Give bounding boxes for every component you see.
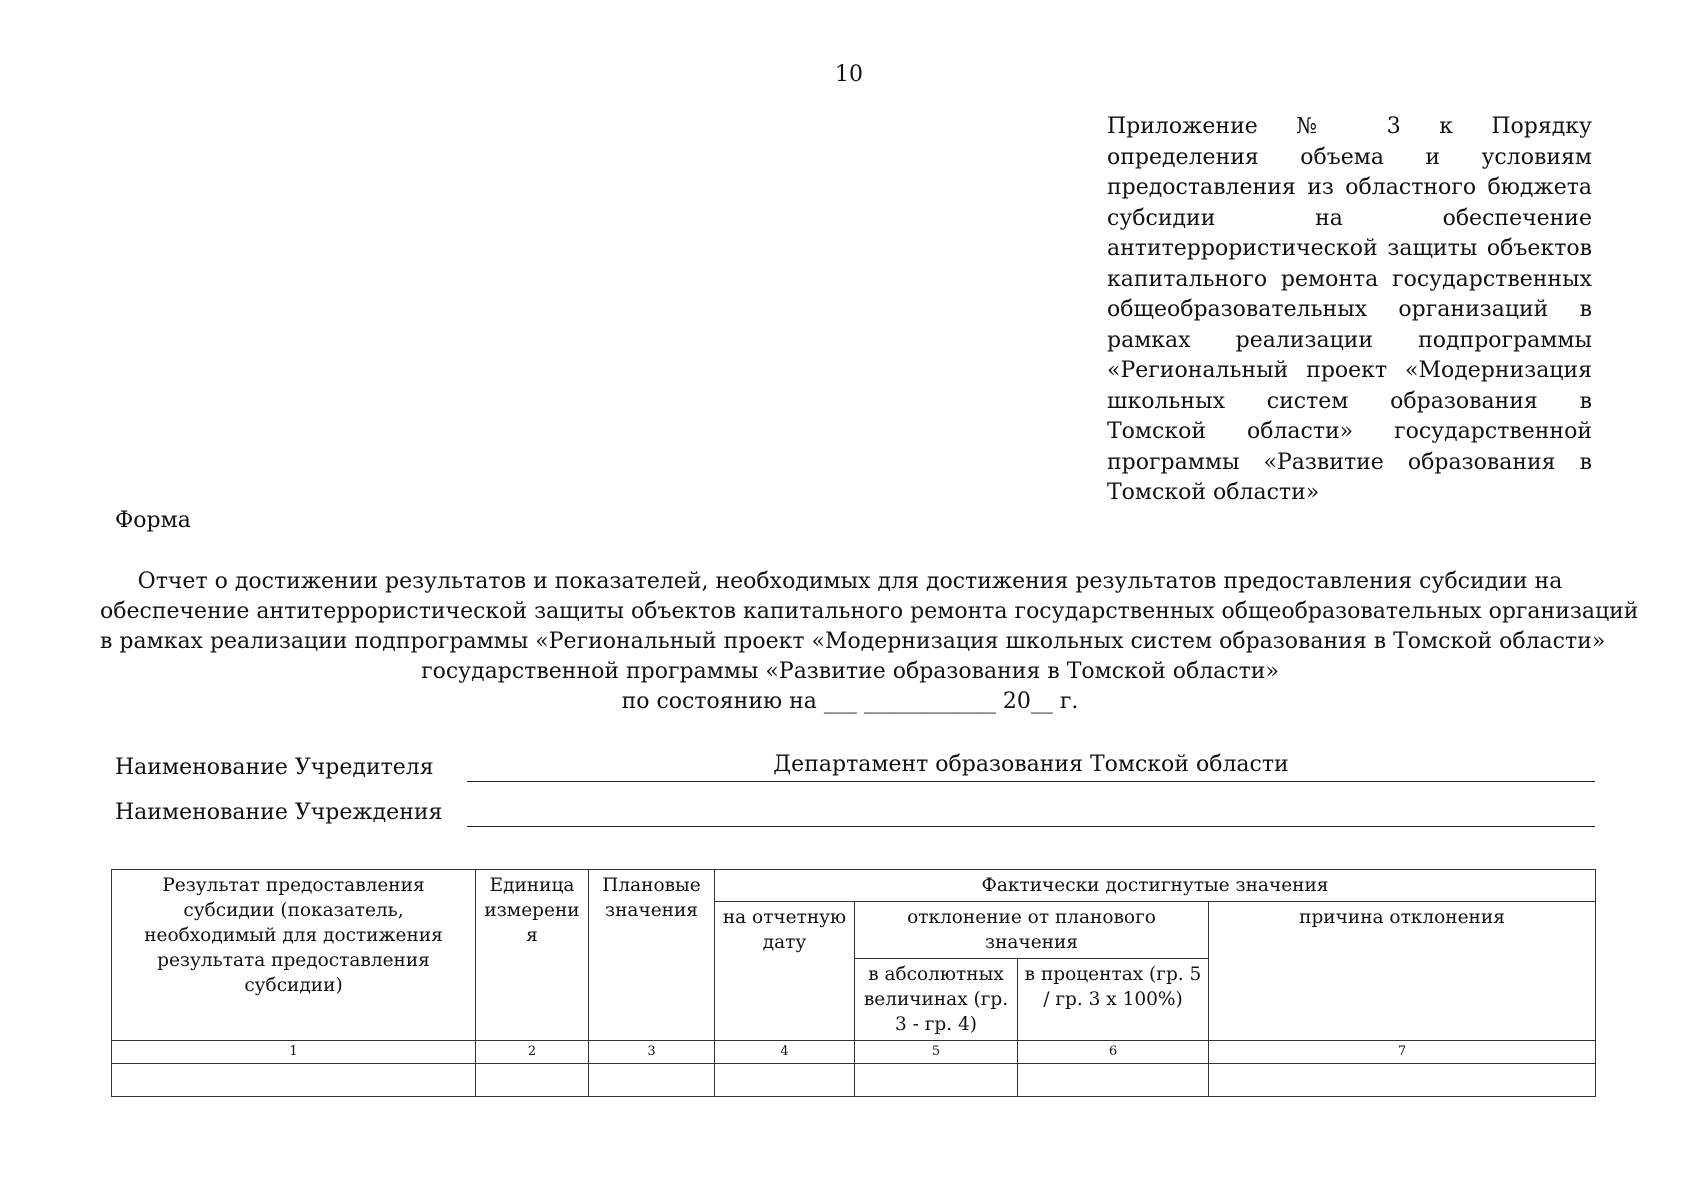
table-row <box>112 1064 1596 1097</box>
header-absolute: в абсолютных величинах (гр. 3 - гр. 4) <box>855 959 1018 1041</box>
institution-value[interactable] <box>467 796 1595 827</box>
report-title-line: Отчет о достижении результатов и показателей, необходимых для достижения результатов предоставления субсидии на <box>137 569 1563 594</box>
column-number: 7 <box>1209 1041 1596 1064</box>
header-planned: Плановые значения <box>589 870 715 1041</box>
header-actual: Фактически достигнутые значения <box>715 870 1596 902</box>
institution-label: Наименование Учреждения <box>115 800 443 825</box>
header-unit: Единица измерения <box>476 870 589 1041</box>
column-number: 2 <box>476 1041 589 1064</box>
header-percent: в процентах (гр. 5 / гр. 3 х 100%) <box>1018 959 1209 1041</box>
column-number: 4 <box>715 1041 855 1064</box>
header-reason: причина отклонения <box>1209 902 1596 1041</box>
empty-cell[interactable] <box>589 1064 715 1097</box>
report-date-line: по состоянию на ___ ____________ 20__ г. <box>621 689 1079 714</box>
empty-cell[interactable] <box>1209 1064 1596 1097</box>
header-deviation: отклонение от планового значения <box>855 902 1209 959</box>
institution-field <box>115 793 1595 827</box>
empty-cell[interactable] <box>476 1064 589 1097</box>
report-title-line: в рамках реализации подпрограммы «Региональный проект «Модернизация школьных систем образования в Томской области» <box>100 629 1606 654</box>
form-label: Форма <box>115 508 191 533</box>
empty-cell[interactable] <box>715 1064 855 1097</box>
column-number-row <box>112 1041 1596 1064</box>
report-title-line: государственной программы «Развитие образования в Томской области» <box>421 659 1279 684</box>
empty-cell[interactable] <box>1018 1064 1209 1097</box>
page-number: 10 <box>835 62 863 87</box>
founder-value[interactable]: Департамент образования Томской области <box>467 751 1595 782</box>
column-number: 1 <box>112 1041 476 1064</box>
empty-cell[interactable] <box>855 1064 1018 1097</box>
empty-cell[interactable] <box>112 1064 476 1097</box>
founder-field <box>115 748 1595 782</box>
column-number: 6 <box>1018 1041 1209 1064</box>
column-number: 3 <box>589 1041 715 1064</box>
founder-label: Наименование Учредителя <box>115 755 434 780</box>
header-on-date: на отчетную дату <box>715 902 855 1041</box>
column-number: 5 <box>855 1041 1018 1064</box>
report-title-line: обеспечение антитеррористической защиты объектов капитального ремонта государственных общеобразовательных организаций <box>100 599 1639 624</box>
report-table <box>111 869 1596 1097</box>
header-result: Результат предоставления субсидии (показатель, необходимый для достижения результата предоставления субсидии) <box>112 870 476 1041</box>
report-title <box>100 567 1639 717</box>
appendix-note: Приложение № 3 к Порядку определения объема и условиям предоставления из областного бюджета субсидии на обеспечение антитеррористической защиты объектов капитального ремонта государственных общеобразовательных организаций в рамках реализации подпрограммы «Региональный проект «Модернизация школьных систем образования в Томской области» государственной программы «Развитие образования в Томской области» <box>1107 114 1592 505</box>
